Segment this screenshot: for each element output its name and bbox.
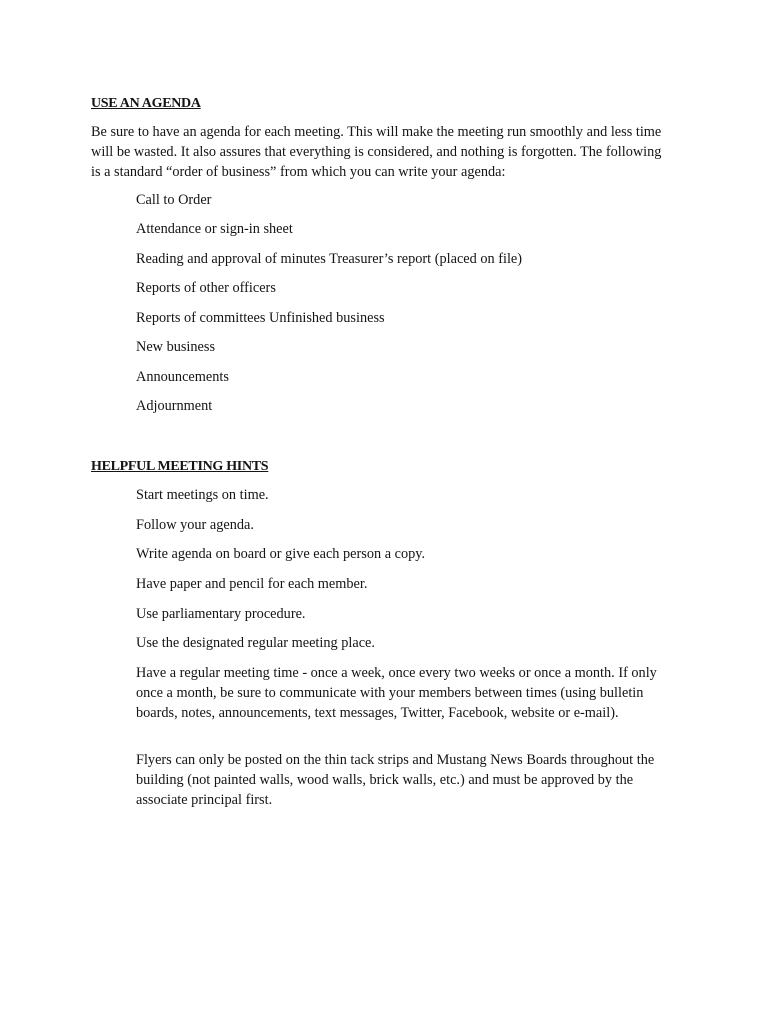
hints-heading: HELPFUL MEETING HINTS xyxy=(91,459,269,474)
agenda-item: Reading and approval of minutes Treasurer’s report (placed on file) xyxy=(136,251,523,267)
hint-item: Have a regular meeting time - once a week, once every two weeks or once a month. If only once a month, be sure to communicate with your members between times (using bulletin boards, notes, announcements, text messages, Twitter, Facebook, website or e-mail). xyxy=(136,665,657,721)
agenda-intro: Be sure to have an agenda for each meeting. This will make the meeting run smoothly and less time will be wasted. It also assures that everything is considered, and nothing is forgotten. The following is a standard “order of business” from which you can write your agenda: xyxy=(91,124,662,180)
hint-item: Write agenda on board or give each person a copy. xyxy=(136,546,426,562)
agenda-item: Call to Order xyxy=(136,192,212,208)
agenda-item: Reports of committees Unfinished business xyxy=(136,310,385,326)
agenda-heading: USE AN AGENDA xyxy=(91,96,201,111)
agenda-item: Reports of other officers xyxy=(136,280,276,296)
agenda-item: Adjournment xyxy=(136,398,213,414)
hint-item: Start meetings on time. xyxy=(136,487,269,503)
hint-item: Follow your agenda. xyxy=(136,517,254,533)
agenda-item: Attendance or sign-in sheet xyxy=(136,221,293,237)
agenda-item: New business xyxy=(136,339,216,355)
hint-item: Use parliamentary procedure. xyxy=(136,606,306,622)
agenda-item: Announcements xyxy=(136,369,229,385)
hint-item: Have paper and pencil for each member. xyxy=(136,576,368,592)
hint-item: Flyers can only be posted on the thin tack strips and Mustang News Boards throughout the building (not painted walls, wood walls, brick walls, etc.) and must be approved by the associate principal first. xyxy=(136,752,655,808)
hint-item: Use the designated regular meeting place. xyxy=(136,635,375,651)
